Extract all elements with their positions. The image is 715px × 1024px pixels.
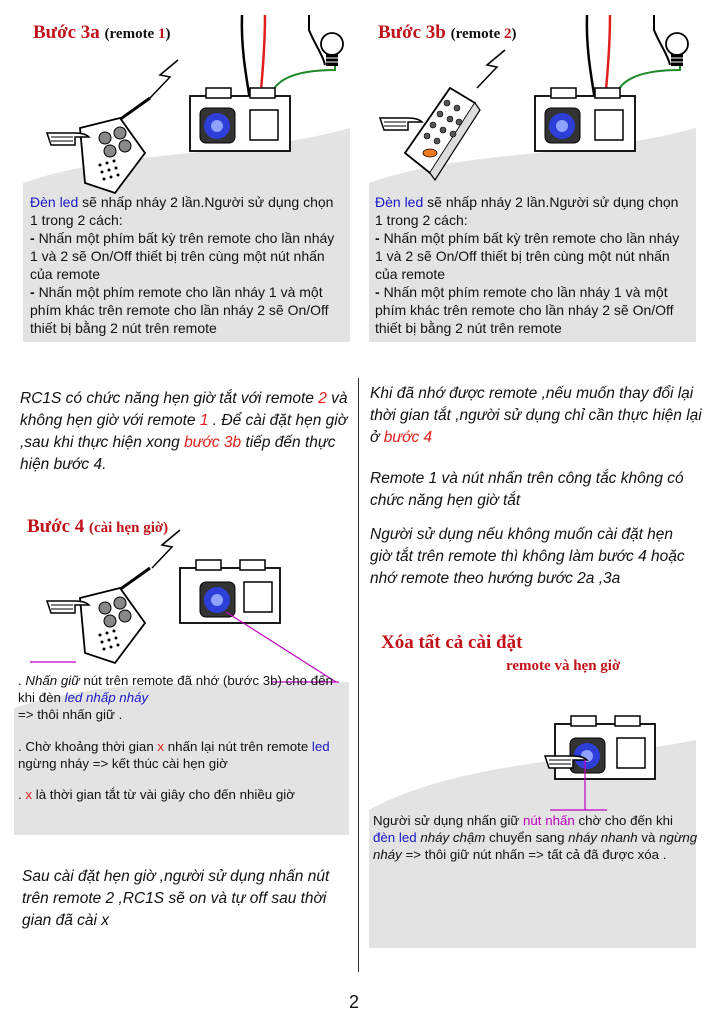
step4-line2: [18, 738, 348, 772]
right-note-1-text: Khi đã nhớ được remote ,nếu muốn thay đổi lại thời gian tắt ,người sử dụng chỉ cần thực hiện lại ở: [370, 385, 702, 446]
step4-line3-text: là thời gian tắt từ vài giây cho đến nhiều giờ: [32, 787, 295, 802]
step4-line2-led: led: [311, 739, 330, 754]
step4-line3: [18, 786, 353, 803]
step4-line2-a: . Chờ khoảng thời gian: [18, 739, 158, 754]
step4-callout-lines: [14, 600, 354, 680]
step4-line1-text: nút trên remote đã nhớ (bước 3b) cho đến khi đèn: [18, 673, 333, 705]
clear-stop-text: ngừng nháy: [373, 830, 698, 862]
step3b-desc-intro: sẽ nhấp nháy 2 lần.Người sử dụng chọn 1 trong 2 cách:: [375, 194, 679, 228]
step4-hold-text: Nhấn giữ: [25, 673, 80, 688]
step3a-description: [30, 193, 345, 337]
step3a-sub-post: ): [165, 26, 171, 42]
step4-line2-x: x: [157, 739, 165, 754]
hand-pointer-icon: [378, 110, 428, 140]
step3a-bullet-2: Nhấn một phím remote cho lần nháy 1 và một phím khác trên remote cho lần nháy 2 sẽ On/Off thiết bị bằng 2 nút trên remote: [30, 284, 329, 336]
step4-line3-dot: .: [18, 787, 26, 802]
step4-line1-end: => thôi nhấn giữ .: [18, 707, 123, 722]
clear-title: Xóa tất cả cài đặt: [381, 632, 523, 653]
left-note-text-4: tiếp đến thực hiện bước 4.: [20, 434, 336, 473]
left-note: [20, 388, 350, 476]
step4-line1-led: led: [64, 690, 83, 705]
center-divider: [358, 378, 359, 972]
step3b-title: [378, 22, 517, 44]
step4-line3-x: x: [25, 787, 33, 802]
left-note-text-3: . Để cài đặt hẹn giờ ,sau khi thực hiện xong: [20, 412, 348, 451]
step3b-description: [375, 193, 690, 337]
switch-module-icon: [535, 88, 645, 158]
step3a-subtitle: [105, 26, 171, 42]
step4-line1-dot: .: [18, 673, 26, 688]
step3b-dash-1: -: [375, 230, 384, 246]
right-note-1-link: bước 4: [383, 429, 433, 446]
step4-title-text: Bước 4: [27, 516, 85, 537]
right-note-1: [370, 383, 705, 449]
page-number: 2: [349, 992, 360, 1012]
left-note-remote-1: 1: [199, 412, 209, 429]
right-note-3: Người sử dụng nếu không muốn cài đặt hẹn giờ tắt trên remote thì không làm bước 4 hoặc nhớ remote theo hướng bước 2a ,3a: [370, 526, 685, 587]
step3b-sub-pre: (remote: [450, 26, 505, 42]
step3a-bullet-1: Nhấn một phím bất kỳ trên remote cho lần nháy 1 và 2 sẽ On/Off thiết bị trên cùng một nút nhấn của remote: [30, 230, 335, 282]
step4-line1-blink: nhấp nháy: [86, 690, 149, 705]
step3a-sub-num: 1: [157, 26, 166, 42]
left-note-text-1: RC1S có chức năng hẹn giờ tắt với remote: [20, 390, 319, 407]
step3b-title-text: Bước 3b: [378, 22, 446, 43]
hand-pointer-icon: [45, 125, 95, 155]
clear-slow-text: nháy chậm: [420, 830, 486, 845]
step3b-sub-post: ): [511, 26, 517, 42]
left-note-remote-2: 2: [318, 390, 327, 407]
clear-callout-lines: [545, 760, 665, 820]
step4-title: [27, 516, 168, 538]
clear-button-text: nút nhấn: [523, 813, 575, 828]
step4-line1: [18, 672, 348, 723]
step3b-sub-num: 2: [504, 26, 512, 42]
left-note-step-link: bước 3b: [184, 434, 242, 451]
step3a-sub-pre: (remote: [104, 26, 158, 42]
after-note: Sau cài đặt hẹn giờ ,người sử dụng nhấn nút trên remote 2 ,RC1S sẽ on và tự off sau thời gian đã cài x: [22, 868, 330, 929]
clear-text-5: và: [637, 830, 660, 845]
step3b-dash-2: -: [375, 284, 384, 300]
step4-line2-b: nhấn lại nút trên remote: [164, 739, 312, 754]
clear-led-text: đèn led: [373, 830, 417, 845]
step3a-title-text: Bước 3a: [33, 22, 100, 43]
step3b-bullet-2: Nhấn một phím remote cho lần nháy 1 và một phím khác trên remote cho lần nháy 2 sẽ On/Off thiết bị bằng 2 nút trên remote: [375, 284, 674, 336]
left-note-text-2: và không hẹn giờ với remote: [20, 390, 348, 429]
clear-text-6: => thôi giữ nút nhấn => tất cả đã được xóa .: [401, 847, 667, 862]
switch-module-icon: [190, 88, 300, 158]
step3a-dash-2: -: [30, 284, 39, 300]
step3a-desc-intro: sẽ nhấp nháy 2 lần.Người sử dụng chọn 1 trong 2 cách:: [30, 194, 334, 228]
light-bulb-icon: [320, 30, 350, 80]
clear-description: [373, 812, 698, 863]
clear-text-4: chuyển sang: [485, 830, 569, 845]
right-note-2: Remote 1 và nút nhấn trên công tắc không có chức năng hẹn giờ tắt: [370, 470, 684, 509]
clear-subtitle: remote và hẹn giờ: [506, 658, 621, 674]
clear-text-2: chờ cho đến khi: [574, 813, 673, 828]
step3b-bullet-1: Nhấn một phím bất kỳ trên remote cho lần nháy 1 và 2 sẽ On/Off thiết bị trên cùng một nút nhấn của remote: [375, 230, 680, 282]
step4-line2-c: ngừng nháy => kết thúc cài hẹn giờ: [18, 756, 228, 771]
clear-fast-text: nháy nhanh: [568, 830, 638, 845]
step3a-dash-1: -: [30, 230, 39, 246]
step3b-subtitle: [451, 26, 517, 42]
step3a-led-text: Đèn led: [30, 194, 79, 210]
clear-text-1: Người sử dụng nhấn giữ: [373, 813, 524, 828]
light-bulb-icon: [665, 30, 695, 80]
step3b-led-text: Đèn led: [375, 194, 424, 210]
step3a-title: [33, 22, 170, 44]
step4-subtitle: (cài hẹn giờ): [89, 520, 169, 536]
